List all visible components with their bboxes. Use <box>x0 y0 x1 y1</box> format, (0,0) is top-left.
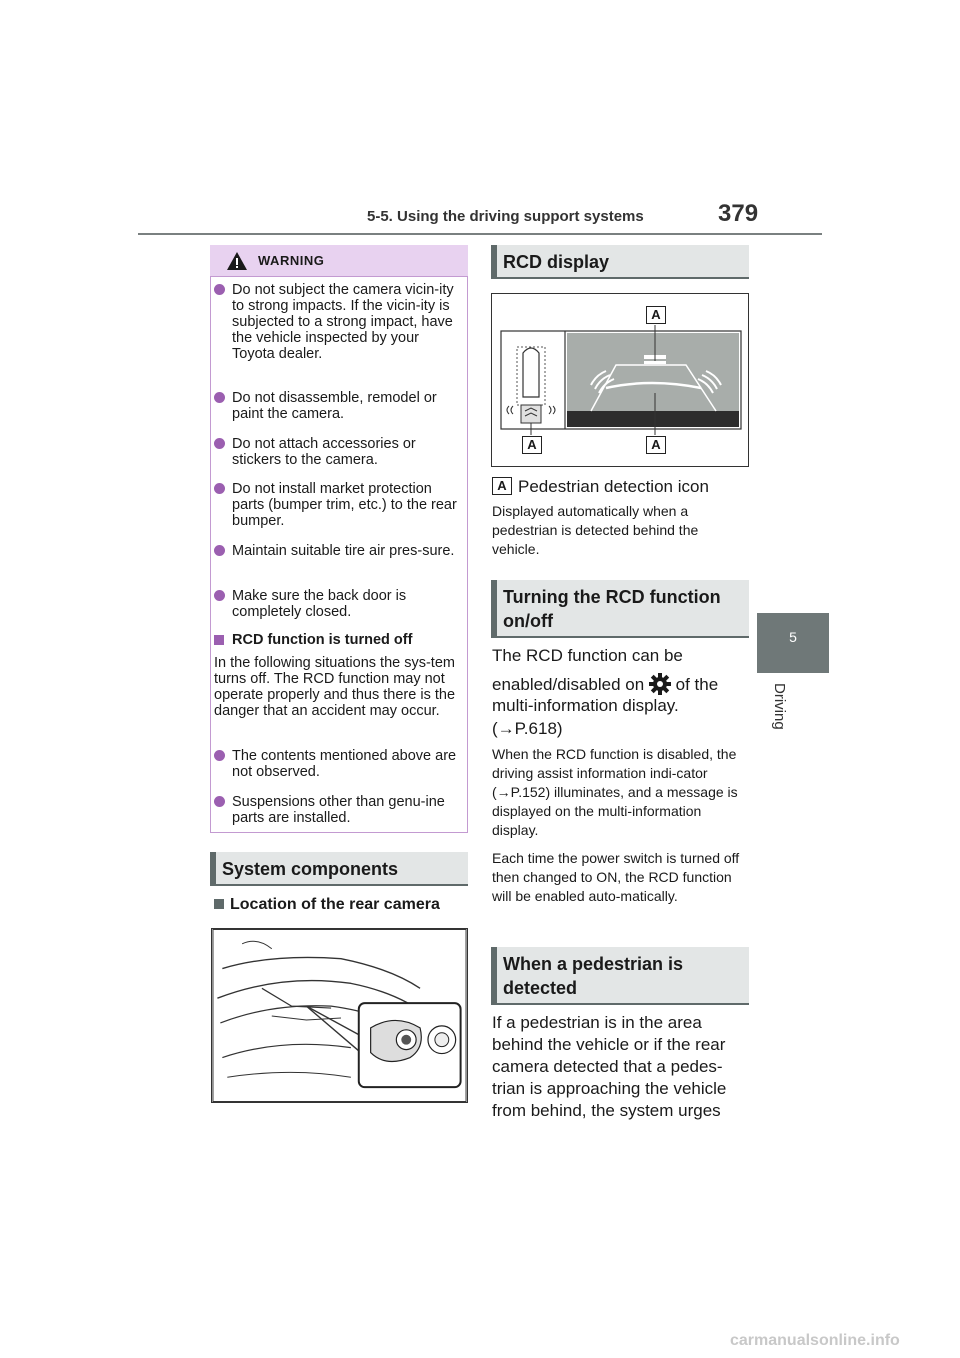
section-title-line1: When a pedestrian is <box>503 954 684 974</box>
bullet-icon <box>214 796 225 807</box>
callout-a: A <box>646 306 666 324</box>
section-title-line2: on/off <box>503 611 553 631</box>
paragraph-small: When the RCD function is disabled, the driving assist information indi-cator (→P.152) illuminates, and a message is displayed on the multi-information display. <box>492 746 738 838</box>
paragraph-line: enabled/disabled on of the <box>492 675 719 694</box>
gear-icon <box>649 673 671 695</box>
paragraph-line: (→P.618) <box>492 719 563 738</box>
bullet-icon <box>214 392 225 403</box>
paragraph-line: camera detected that a pedes- <box>492 1057 723 1076</box>
legend-title: Pedestrian detection icon <box>518 477 709 496</box>
bullet-icon <box>214 750 225 761</box>
paragraph-small: Each time the power switch is turned off then changed to ON, the RCD function will be enabled auto-matically. <box>492 850 740 904</box>
rear-camera-location-figure <box>211 928 468 1103</box>
watermark: carmanualsonline.info <box>730 1332 900 1349</box>
chapter-label: Driving <box>771 683 788 730</box>
paragraph-line: The RCD function can be <box>492 646 683 665</box>
bullet-icon <box>214 438 225 449</box>
warning-sub-paragraph: In the following situations the sys-tem turns off. The RCD function may not operate properly and thus there is the danger that an accident may occur. <box>214 655 456 719</box>
callout-a: A <box>646 436 666 454</box>
page-number: 379 <box>718 200 759 227</box>
paragraph-line: trian is approaching the vehicle <box>492 1079 727 1098</box>
legend-box-a: A <box>492 477 512 495</box>
bullet-icon <box>214 590 225 601</box>
section-title: System components <box>222 859 399 879</box>
section-title-line2: detected <box>503 978 578 998</box>
header-rule <box>138 233 822 235</box>
paragraph-line: from behind, the system urges <box>492 1101 721 1120</box>
bullet-icon <box>214 284 225 295</box>
warning-header <box>210 245 468 277</box>
section-title-line1: Turning the RCD function <box>503 587 721 607</box>
subheading-rear-camera: Location of the rear camera <box>214 896 440 914</box>
bullet-icon <box>214 545 225 556</box>
square-bullet-icon <box>214 635 224 645</box>
paragraph-line: behind the vehicle or if the rear <box>492 1035 726 1054</box>
paragraph-line: multi-information display. <box>492 696 679 715</box>
square-bullet-icon <box>214 899 224 909</box>
callout-a: A <box>522 436 542 454</box>
warning-title: WARNING <box>258 253 325 268</box>
section-title: RCD display <box>503 252 610 272</box>
legend-text: Displayed automatically when a pedestrian is detected behind the vehicle. <box>492 503 699 557</box>
chapter-number: 5 <box>789 629 797 645</box>
bullet-icon <box>214 483 225 494</box>
paragraph-line: If a pedestrian is in the area <box>492 1013 702 1032</box>
running-header: 5-5. Using the driving support systems <box>367 208 644 225</box>
warning-triangle-icon <box>226 251 248 271</box>
